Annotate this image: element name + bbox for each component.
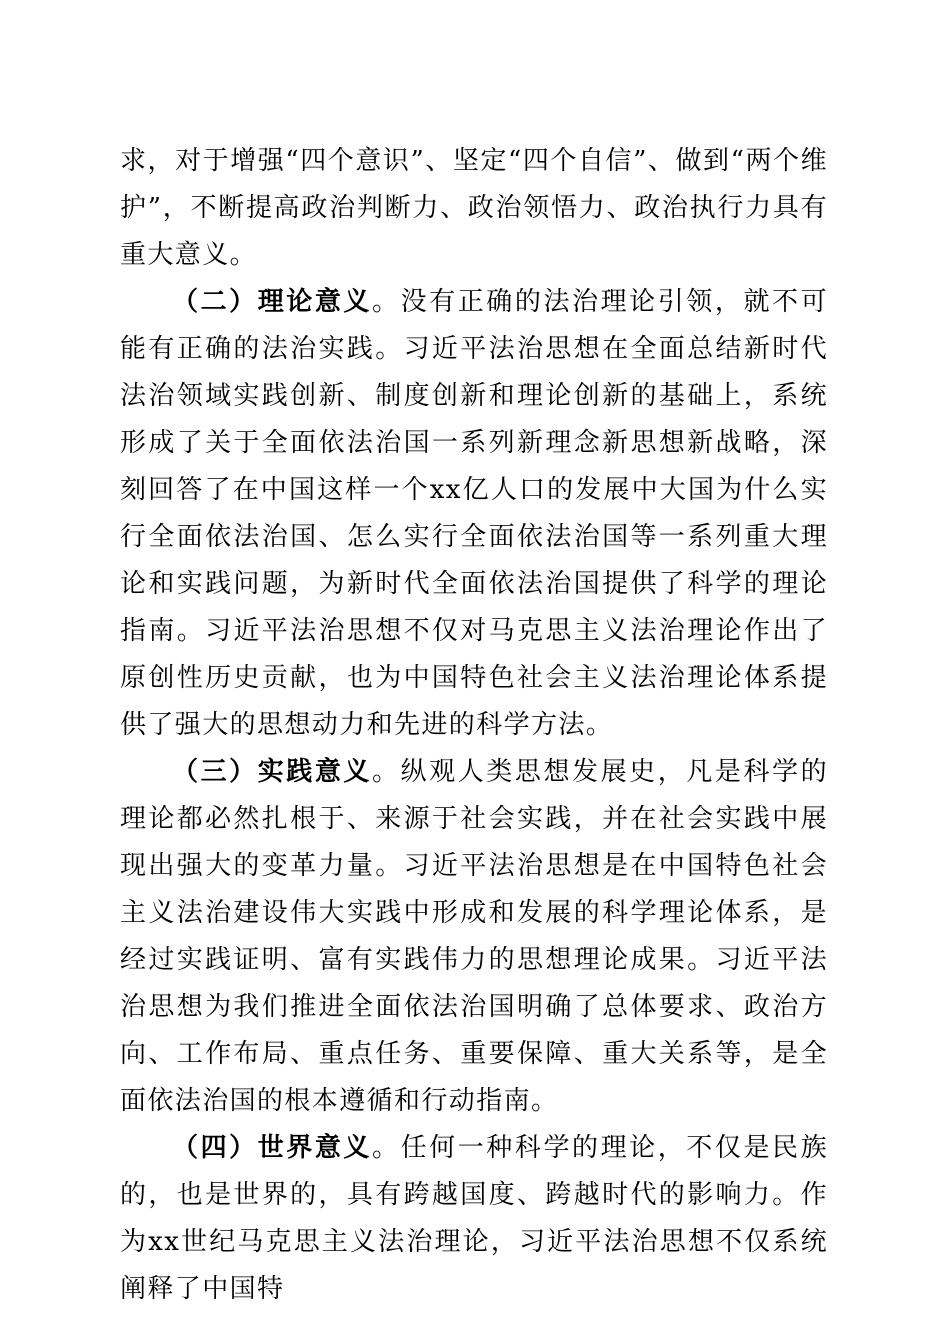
section-heading: （三）实践意义	[172, 757, 373, 787]
section-heading: （四）世界意义	[172, 1133, 373, 1163]
section-heading: （二）理论意义	[172, 287, 373, 317]
paragraph-continuation	[120, 138, 828, 279]
paragraph-text: 。没有正确的法治理论引领，就不可能有正确的法治实践。习近平法治思想在全面总结新时代法治领域实践创新、制度创新和理论创新的基础上，系统形成了关于全面依法治国一系列新理念新思想新战略，深刻回答了在中国这样一个xx亿人口的发展中大国为什么实行全面依法治国、怎么实行全面依法治国等一系列重大理论和实践问题，为新时代全面依法治国提供了科学的理论指南。习近平法治思想不仅对马克思主义法治理论作出了原创性历史贡献，也为中国特色社会主义法治理论体系提供了强大的思想动力和先进的科学方法。	[120, 287, 828, 740]
paragraph-text: 。纵观人类思想发展史，凡是科学的理论都必然扎根于、来源于社会实践，并在社会实践中展现出强大的变革力量。习近平法治思想是在中国特色社会主义法治建设伟大实践中形成和发展的科学理论体系，是经过实践证明、富有实践伟力的思想理论成果。习近平法治思想为我们推进全面依法治国明确了总体要求、政治方向、工作布局、重点任务、重要保障、重大关系等，是全面依法治国的根本遵循和行动指南。	[120, 757, 828, 1116]
paragraph-practical-significance	[120, 749, 828, 1125]
body-text	[120, 138, 828, 1313]
paragraph-text: 求，对于增强“四个意识”、坚定“四个自信”、做到“两个维护”，不断提高政治判断力、政治领悟力、政治执行力具有重大意义。	[120, 146, 828, 270]
paragraph-world-significance	[120, 1125, 828, 1313]
paragraph-theoretical-significance	[120, 279, 828, 749]
paragraph-text: 。任何一种科学的理论，不仅是民族的，也是世界的，具有跨越国度、跨越时代的影响力。作为xx世纪马克思主义法治理论，习近平法治思想不仅系统阐释了中国特	[120, 1133, 828, 1304]
